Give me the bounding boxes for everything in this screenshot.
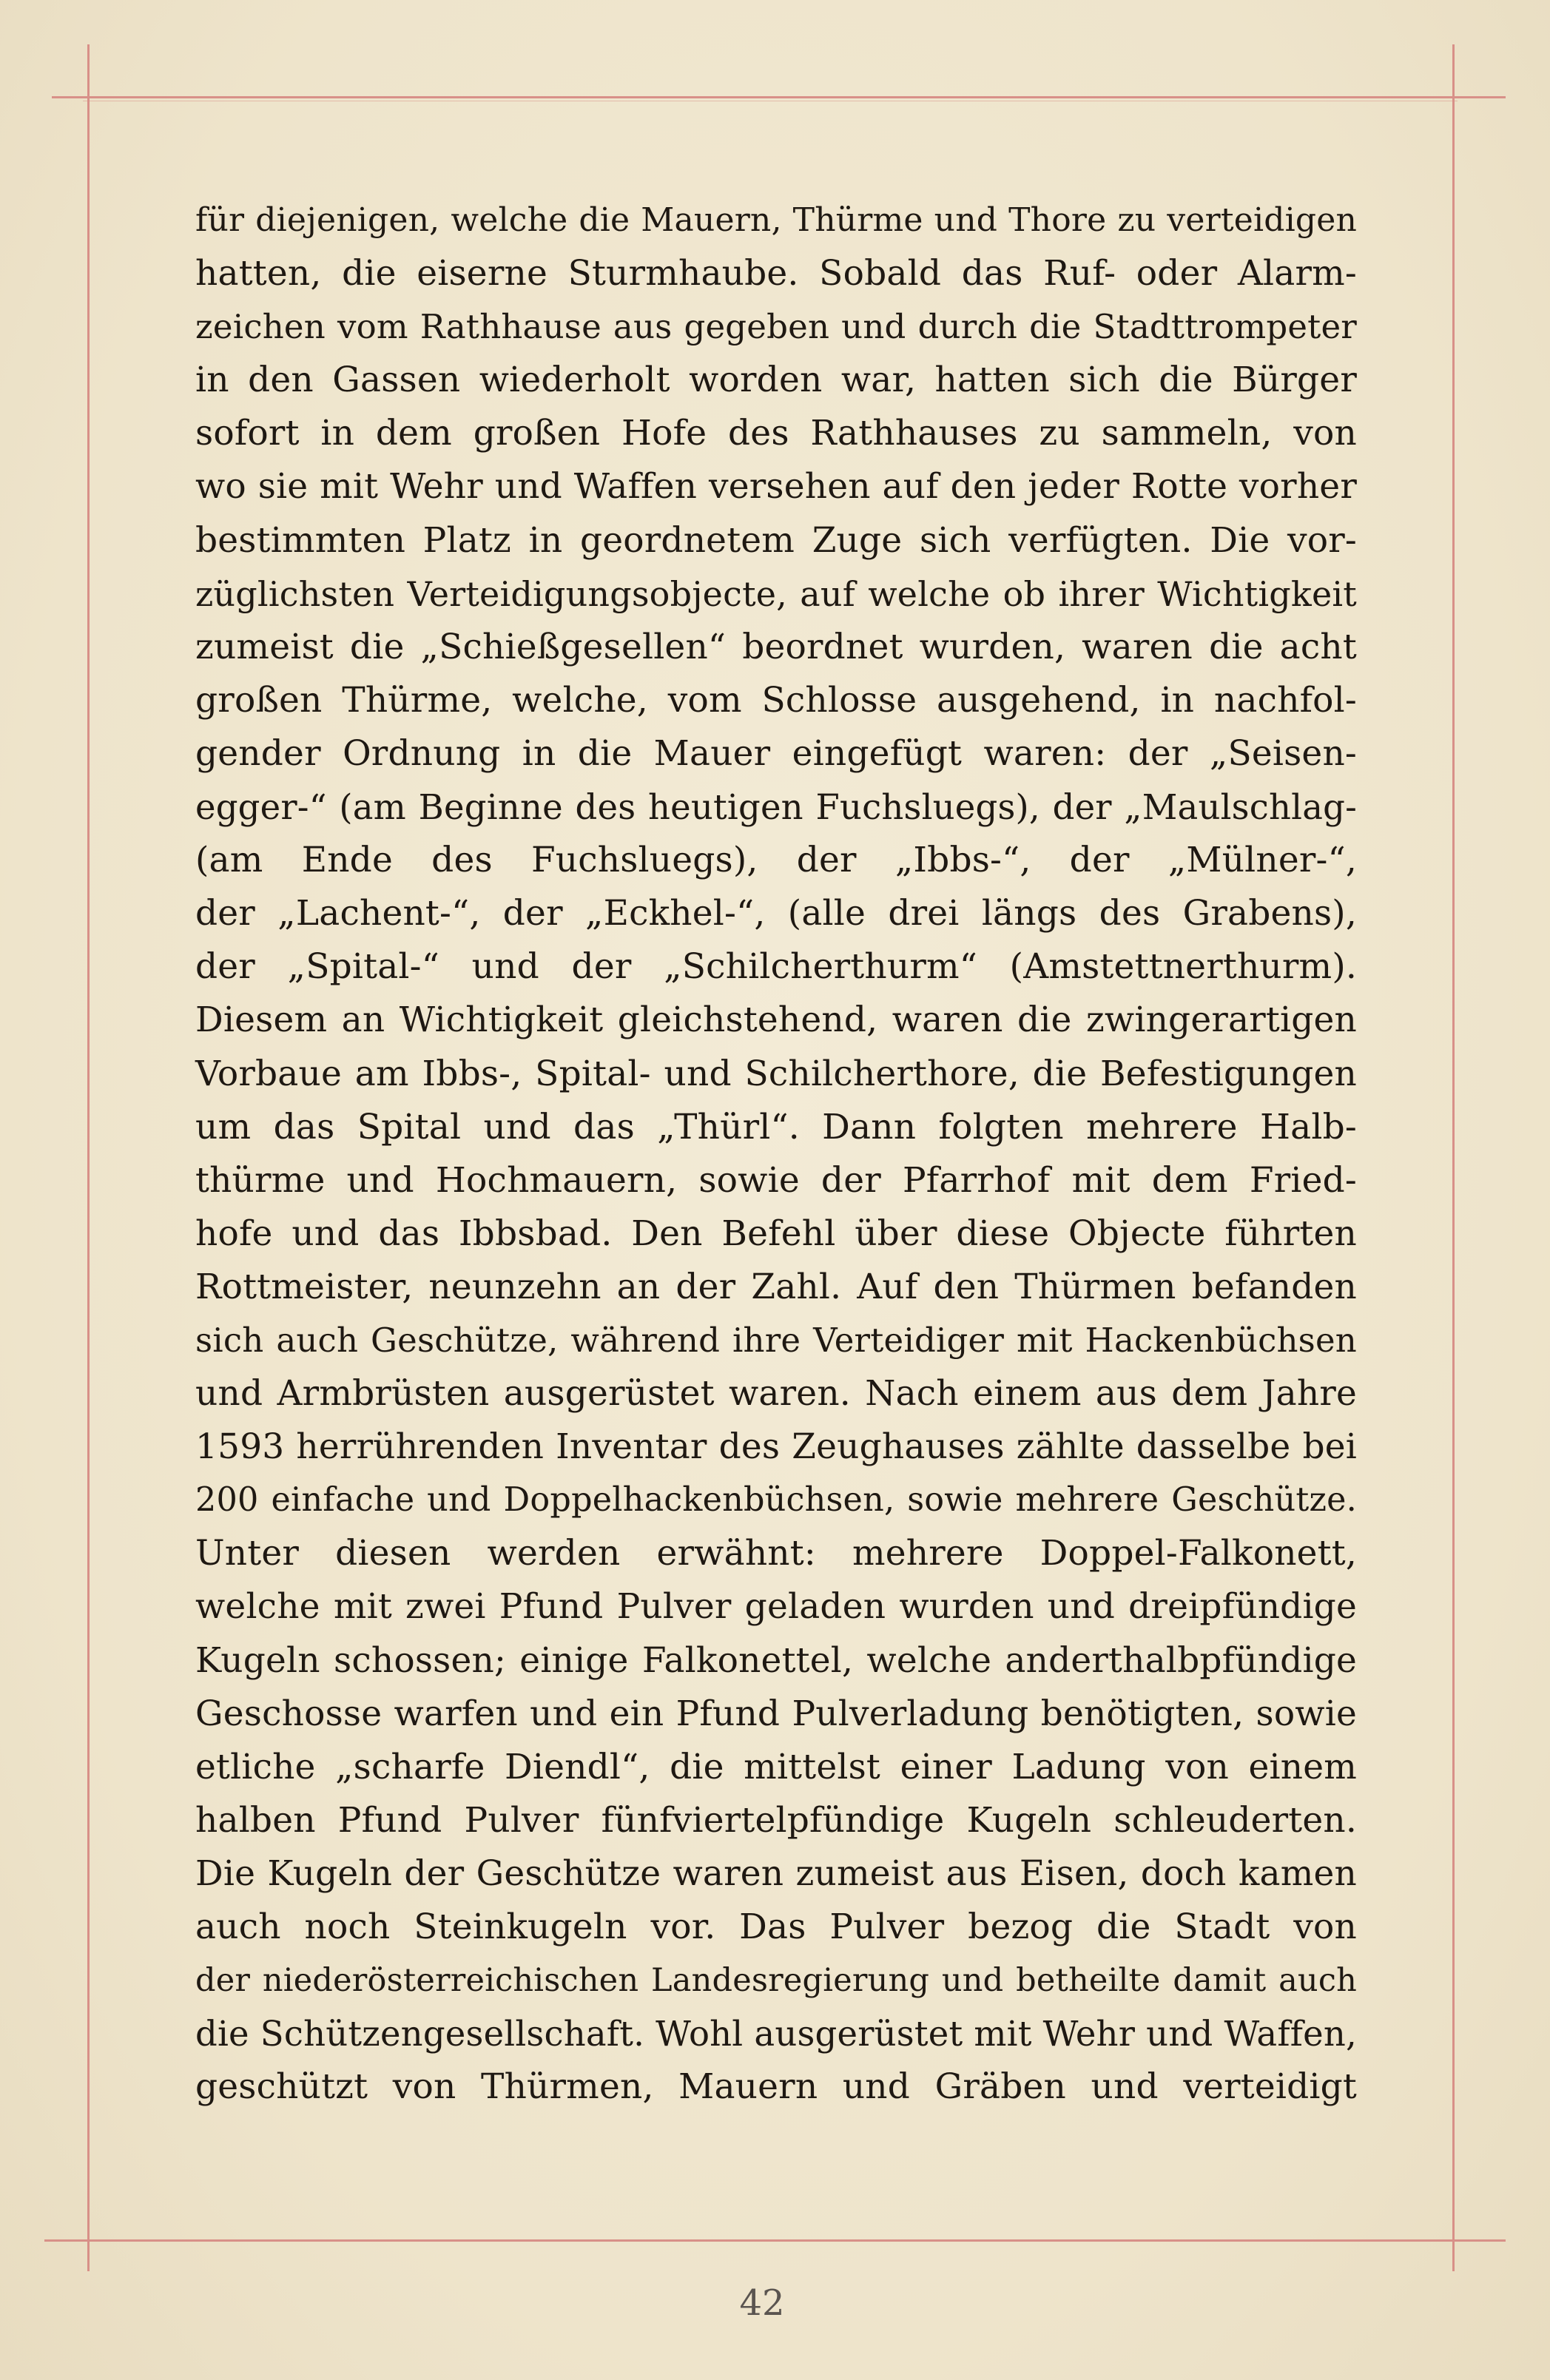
- text-line: um das Spital und das „Thürl“. Dann folgten mehrere Halb-: [195, 1106, 1357, 1147]
- text-line: 1593 herrührenden Inventar des Zeughauses zählte dasselbe bei: [195, 1426, 1357, 1468]
- text-line: Vorbaue am Ibbs-, Spital- und Schilcherthore, die Befestigungen: [195, 1053, 1357, 1094]
- text-line: auch noch Steinkugeln vor. Das Pulver bezog die Stadt von: [195, 1907, 1357, 1947]
- text-line: Diesem an Wichtigkeit gleichstehend, waren die zwingerartigen: [195, 999, 1357, 1041]
- frame-rule-left: [87, 44, 90, 2271]
- page-number: 42: [739, 2282, 785, 2324]
- text-line: zumeist die „Schießgesellen“ beordnet wurden, waren die acht: [195, 626, 1357, 667]
- text-line: geschützt von Thürmen, Mauern und Gräben und verteidigt: [195, 2066, 1357, 2108]
- text-line: hofe und das Ibbsbad. Den Befehl über diese Objecte führten: [195, 1213, 1357, 1254]
- text-line: halben Pfund Pulver fünfviertelpfündige Kugeln schleuderten.: [195, 1799, 1357, 1841]
- text-line: wo sie mit Wehr und Waffen versehen auf den jeder Rotte vorher: [195, 466, 1357, 508]
- text-line: sofort in dem großen Hofe des Rathhauses zu sammeln, von: [195, 413, 1357, 454]
- frame-rule-top: [52, 96, 1506, 98]
- text-line: 200 einfache und Doppelhackenbüchsen, sowie mehrere Geschütze.: [195, 1481, 1357, 1520]
- text-line: die Schützengesellschaft. Wohl ausgerüstet mit Wehr und Waffen,: [195, 2014, 1357, 2054]
- text-line: bestimmten Platz in geordnetem Zuge sich verfügten. Die vor-: [195, 519, 1357, 561]
- text-line: thürme und Hochmauern, sowie der Pfarrhof mit dem Fried-: [195, 1159, 1357, 1201]
- frame-rule-right: [1452, 44, 1455, 2271]
- text-line: egger-“ (am Beginne des heutigen Fuchsluegs), der „Maulschlag-: [195, 787, 1357, 828]
- text-line: Rottmeister, neunzehn an der Zahl. Auf den Thürmen befanden: [195, 1266, 1357, 1307]
- text-line: (am Ende des Fuchsluegs), der „Ibbs-“, der „Mülner-“,: [195, 840, 1357, 881]
- text-line: der „Lachent-“, der „Eckhel-“, (alle drei längs des Grabens),: [195, 893, 1357, 934]
- text-line: großen Thürme, welche, vom Schlosse ausgehend, in nachfol-: [195, 679, 1357, 721]
- frame-rule-bottom: [44, 2239, 1506, 2242]
- text-line: Geschosse warfen und ein Pfund Pulverladung benötigten, sowie: [195, 1693, 1357, 1734]
- body-text: [195, 194, 1357, 2114]
- text-line: der „Spital-“ und der „Schilcherthurm“ (Amstettnerthurm).: [195, 946, 1357, 988]
- text-line: Unter diesen werden erwähnt: mehrere Doppel-Falkonett,: [195, 1533, 1357, 1574]
- text-line: gender Ordnung in die Mauer eingefügt waren: der „Seisen-: [195, 732, 1357, 774]
- text-line: züglichsten Verteidigungsobjecte, auf welche ob ihrer Wichtigkeit: [195, 573, 1357, 614]
- text-line: Kugeln schossen; einige Falkonettel, welche anderthalbpfündige: [195, 1639, 1357, 1681]
- text-line: zeichen vom Rathhause aus gegeben und durch die Stadttrompeter: [195, 307, 1357, 347]
- text-line: der niederösterreichischen Landesregierung und betheilte damit auch: [195, 1962, 1357, 2000]
- text-line: und Armbrüsten ausgerüstet waren. Nach einem aus dem Jahre: [195, 1373, 1357, 1415]
- text-line: welche mit zwei Pfund Pulver geladen wurden und dreipfündige: [195, 1586, 1357, 1628]
- text-line: etliche „scharfe Diendl“, die mittelst einer Ladung von einem: [195, 1746, 1357, 1787]
- text-line: Die Kugeln der Geschütze waren zumeist aus Eisen, doch kamen: [195, 1853, 1357, 1894]
- text-line: hatten, die eiserne Sturmhaube. Sobald das Ruf- oder Alarm-: [195, 253, 1357, 294]
- text-line: in den Gassen wiederholt worden war, hatten sich die Bürger: [195, 360, 1357, 401]
- text-line: für diejenigen, welche die Mauern, Thürme und Thore zu verteidigen: [195, 201, 1357, 239]
- text-line: sich auch Geschütze, während ihre Verteidiger mit Hackenbüchsen: [195, 1320, 1357, 1360]
